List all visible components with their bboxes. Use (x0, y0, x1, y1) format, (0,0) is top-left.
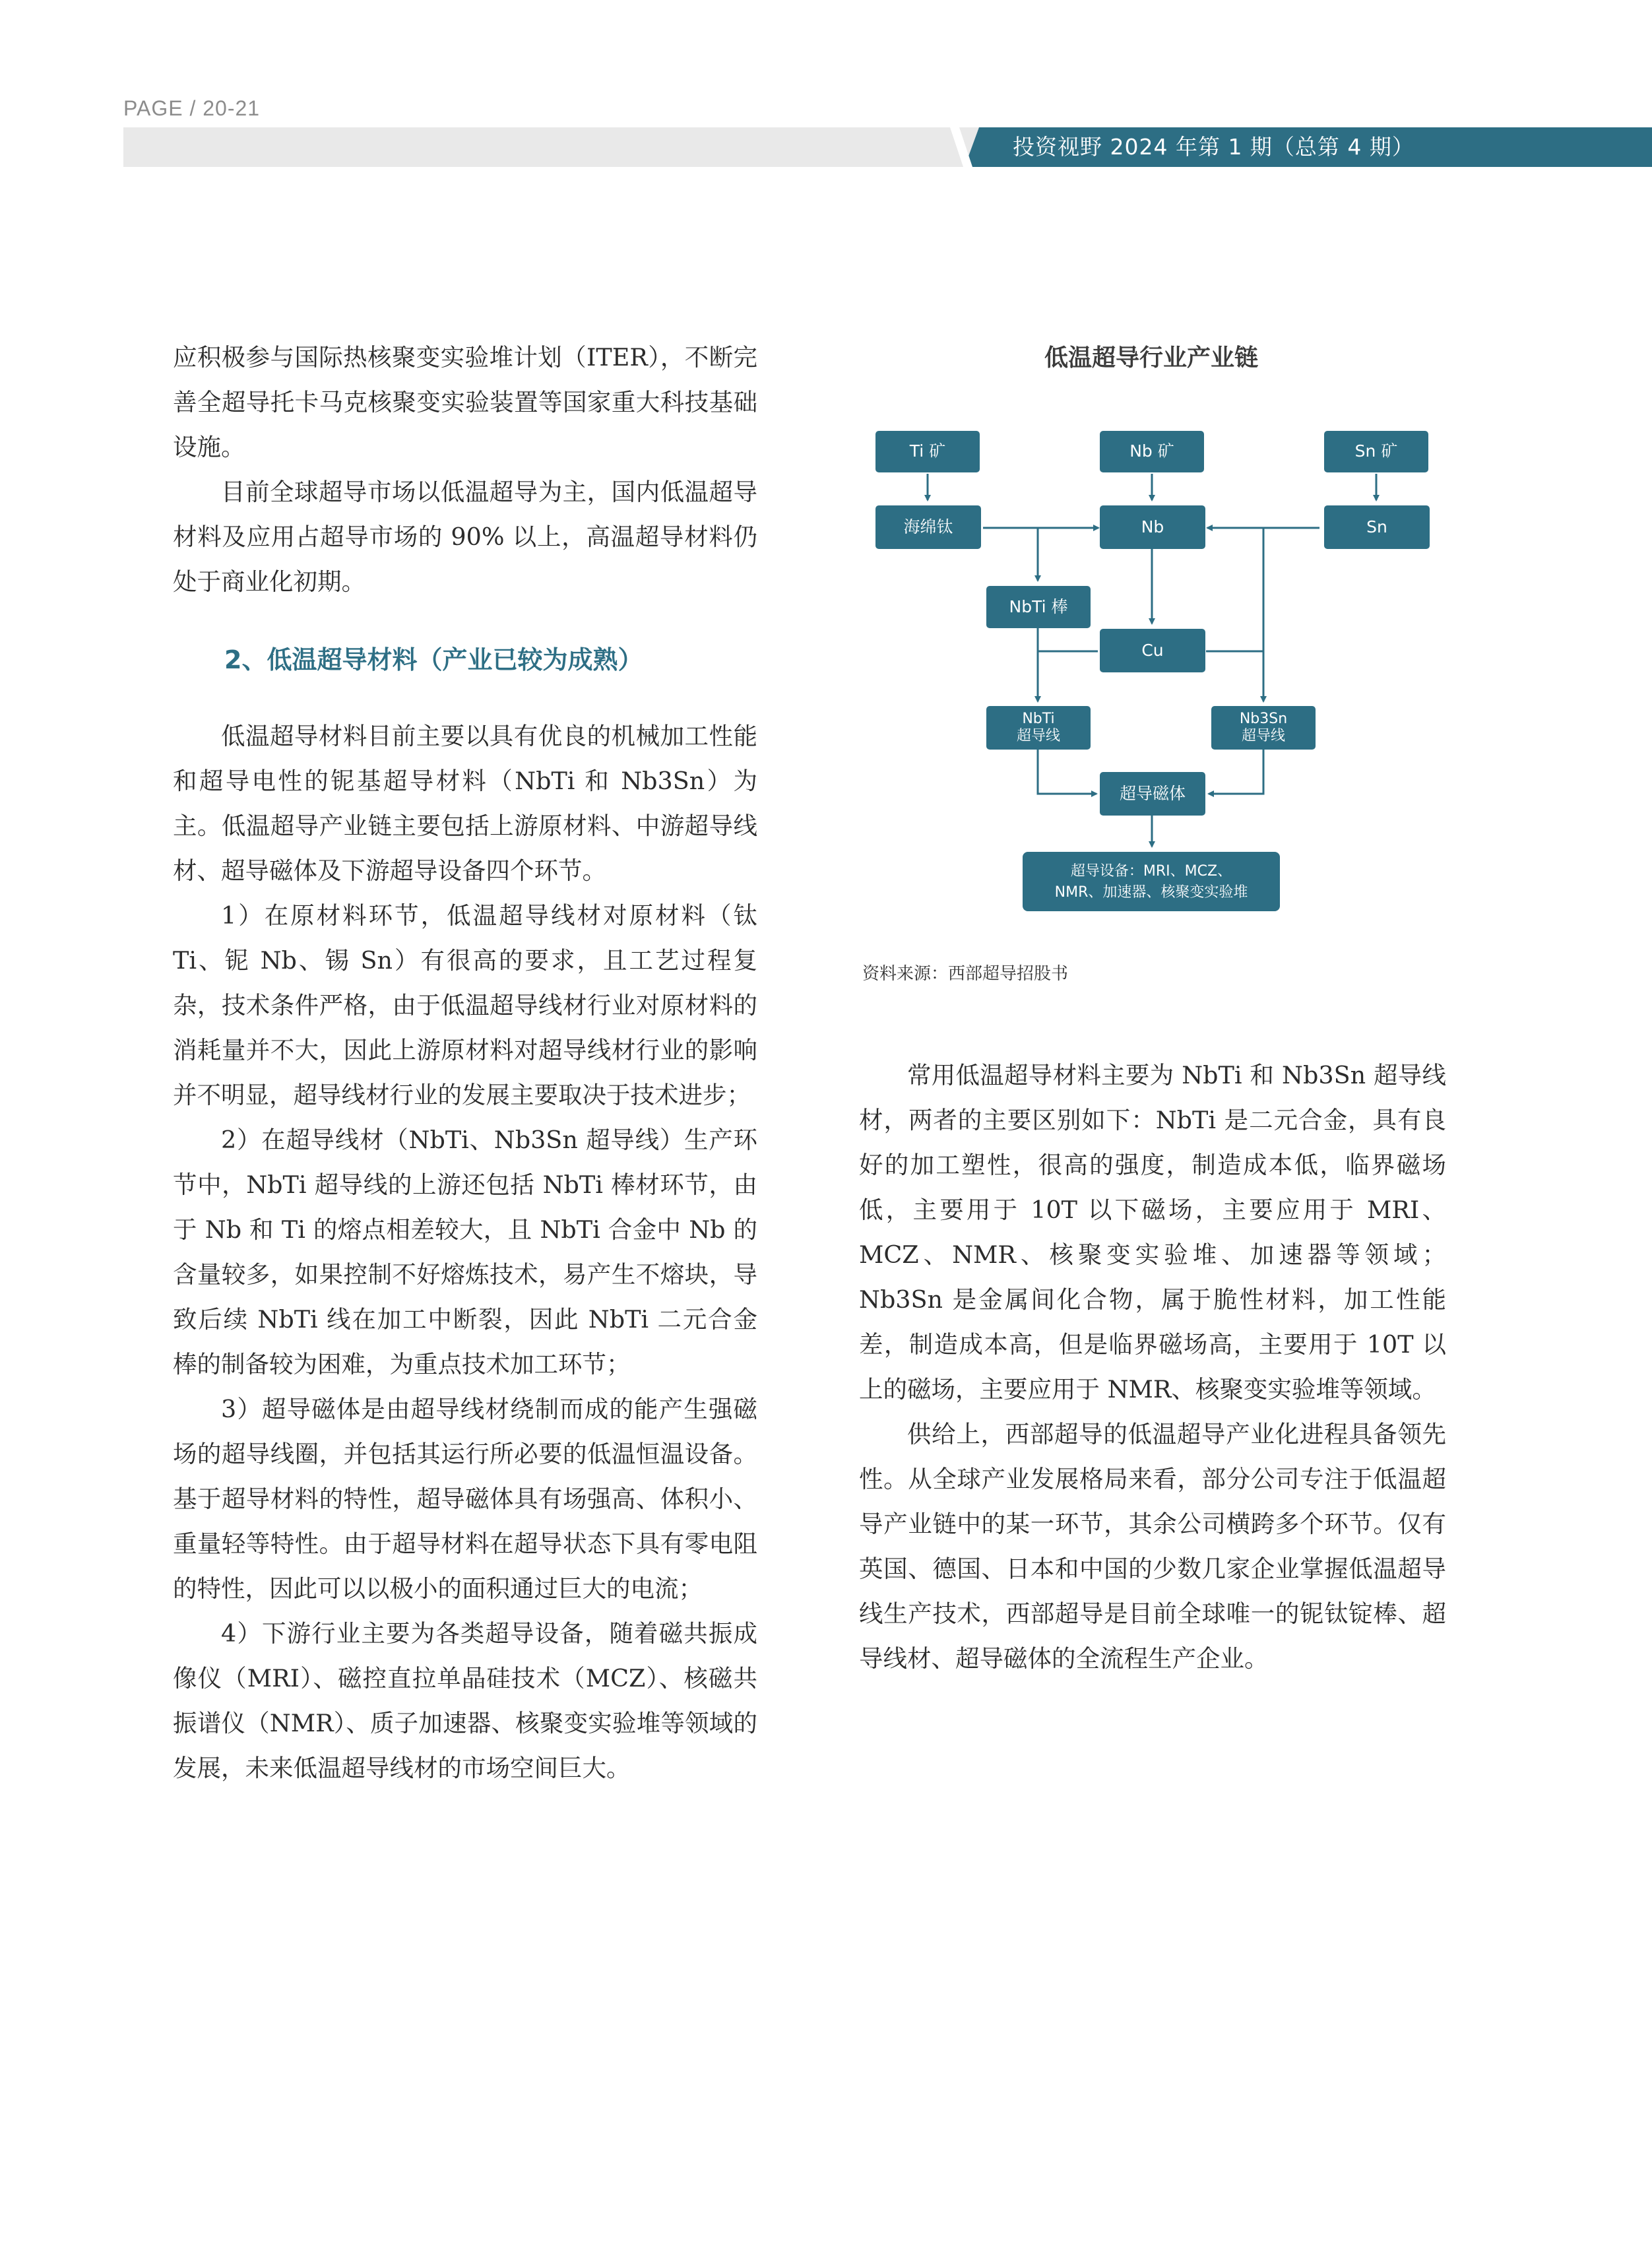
svg-text:NMR、加速器、核聚变实验堆: NMR、加速器、核聚变实验堆 (1054, 884, 1248, 901)
right-paragraph-2: 供给上，西部超导的低温超导产业化进程具备领先性。从全球产业发展格局来看，部分公司专注于低温超导产业链中的某一环节，其余公司横跨多个环节。仅有英国、德国、日本和中国的少数几家企业掌握低温超导线生产技术，西部超导是目前全球唯一的铌钛锭棒、超导线材、超导磁体的全流程生产企业。 (859, 1420, 1446, 1673)
svg-text:超导设备：MRI、MCZ、: 超导设备：MRI、MCZ、 (1070, 863, 1232, 880)
svg-text:Cu: Cu (1141, 641, 1164, 660)
right-column (859, 1053, 1446, 1681)
svg-text:海绵钛: 海绵钛 (903, 517, 953, 536)
svg-text:超导磁体: 超导磁体 (1119, 784, 1186, 803)
svg-text:超导线: 超导线 (1016, 728, 1061, 744)
section-paragraph-2: 1）在原材料环节，低温超导线材对原材料（钛 Ti、铌 Nb、锡 Sn）有很高的要求，且工艺过程复杂，技术条件严格，由于低温超导线材行业对原材料的消耗量并不大，因此上游原材料对超导线材行业的影响并不明显，超导线材行业的发展主要取决于技术进步； (173, 901, 757, 1109)
node-nbti-wire (986, 706, 1091, 750)
svg-text:NbTi: NbTi (1022, 711, 1055, 727)
node-nb (1100, 505, 1205, 549)
svg-text:Ti 矿: Ti 矿 (909, 441, 946, 461)
svg-text:Nb 矿: Nb 矿 (1129, 441, 1174, 461)
node-cu (1100, 629, 1205, 672)
section-heading: 2、低温超导材料（产业已较为成熟） (224, 645, 643, 674)
section-paragraph-4: 3）超导磁体是由超导线材绕制而成的能产生强磁场的超导线圈，并包括其运行所必要的低温恒温设备。基于超导材料的特性，超导磁体具有场强高、体积小、重量轻等特性。由于超导材料在超导状态下具有零电阻的特性，因此可以以极小的面积通过巨大的电流； (173, 1395, 757, 1603)
node-ti-ore (875, 431, 980, 472)
section-paragraph-3: 2）在超导线材（NbTi、Nb3Sn 超导线）生产环节中，NbTi 超导线的上游还包括 NbTi 棒材环节，由于 Nb 和 Ti 的熔点相差较大，且 NbTi 合金中 Nb 的含量较多，如果控制不好熔炼技术，易产生不熔块，导致后续 NbTi 线在加工中断裂，因此 NbTi 二元合金棒的制备较为困难，为重点技术加工环节； (173, 1126, 757, 1378)
section-paragraph-5: 4）下游行业主要为各类超导设备，随着磁共振成像仪（MRI）、磁控直拉单晶硅技术（MCZ）、核磁共振谱仪（NMR）、质子加速器、核聚变实验堆等领域的发展，未来低温超导线材的市场空间巨大。 (173, 1619, 757, 1782)
industry-chain-diagram (0, 0, 1652, 957)
node-magnet (1100, 772, 1205, 816)
node-sn (1324, 505, 1430, 549)
node-nb-ore (1100, 431, 1204, 472)
node-sn-ore (1324, 431, 1428, 472)
svg-text:Nb3Sn: Nb3Sn (1239, 711, 1288, 727)
intro-paragraph-1: 应积极参与国际热核聚变实验堆计划（ITER），不断完善全超导托卡马克核聚变实验装置等国家重大科技基础设施。 (173, 343, 757, 461)
node-nbti-rod (986, 586, 1091, 628)
svg-text:NbTi 棒: NbTi 棒 (1009, 597, 1068, 616)
node-sponge-ti (875, 505, 981, 549)
right-paragraph-1: 常用低温超导材料主要为 NbTi 和 Nb3Sn 超导线材，两者的主要区别如下：NbTi 是二元合金，具有良好的加工塑性，很高的强度，制造成本低，临界磁场低，主要用于 10T 以下磁场，主要应用于 MRI、MCZ、NMR、核聚变实验堆、加速器等领域；Nb3Sn 是金属间化合物，属于脆性材料，加工性能差，制造成本高，但是临界磁场高，主要用于 10T 以上的磁场，主要应用于 NMR、核聚变实验堆等领域。 (859, 1061, 1446, 1403)
svg-text:超导线: 超导线 (1241, 728, 1286, 744)
node-nb3sn-wire (1211, 706, 1316, 750)
figure-source-note: 资料来源：西部超导招股书 (862, 964, 1069, 984)
section-paragraph-1: 低温超导材料目前主要以具有优良的机械加工性能和超导电性的铌基超导材料（NbTi 和 Nb3Sn）为主。低温超导产业链主要包括上游原材料、中游超导线材、超导磁体及下游超导设备四个环节。 (173, 722, 757, 885)
svg-text:Sn: Sn (1366, 517, 1387, 536)
page-number-label: PAGE / 20-21 (123, 96, 261, 120)
figure-title: 低温超导行业产业链 (1044, 344, 1258, 371)
intro-paragraph-2: 目前全球超导市场以低温超导为主，国内低温超导材料及应用占超导市场的 90% 以上，高温超导材料仍处于商业化初期。 (173, 478, 757, 596)
magazine-title: 投资视野 2024 年第 1 期（总第 4 期） (1013, 134, 1414, 160)
svg-text:Sn 矿: Sn 矿 (1354, 441, 1398, 461)
node-equipment (1023, 852, 1280, 911)
svg-text:Nb: Nb (1141, 517, 1164, 536)
